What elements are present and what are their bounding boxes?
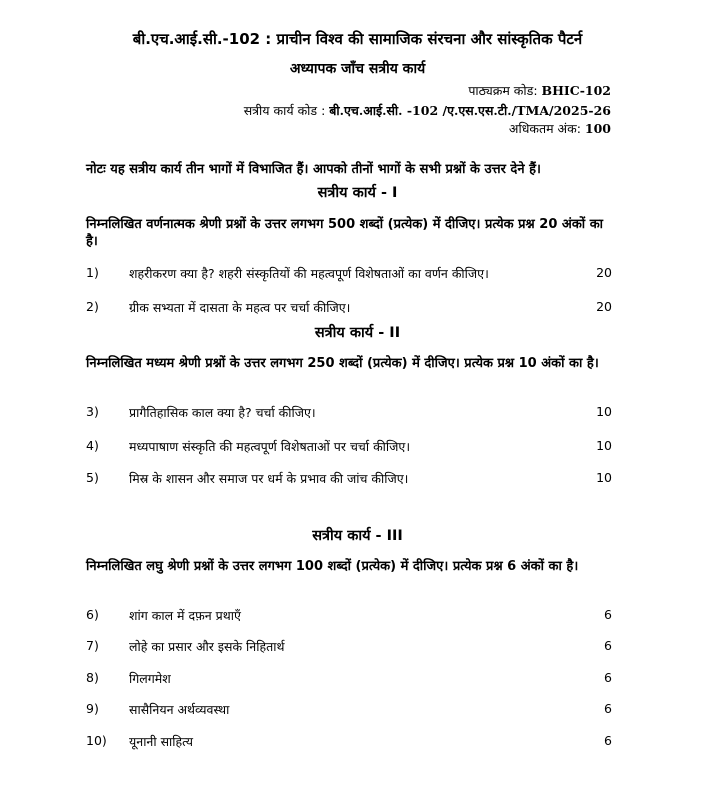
max-marks-line (509, 120, 611, 137)
question-marks: 10 (596, 438, 612, 453)
question-row (86, 607, 612, 625)
question-number: 4) (86, 438, 99, 453)
question-number: 9) (86, 701, 99, 716)
assignment-code-line (244, 102, 611, 119)
assignment-code-value: बी.एच.आई.सी. -102 /ए.एस.एस.टी./TMA/2025-26 (329, 103, 611, 118)
question-number: 1) (86, 265, 99, 280)
question-text: गिलगमेश (129, 671, 171, 686)
document-title: बी.एच.आई.सी.-102 : प्राचीन विश्व की सामाजिक संरचना और सांस्कृतिक पैटर्न (132, 30, 583, 48)
question-number: 5) (86, 470, 99, 485)
section-title-3: सत्रीय कार्य - III (312, 528, 403, 544)
question-marks: 6 (604, 638, 612, 653)
question-text: शहरीकरण क्या है? शहरी संस्कृतियों की महत्वपूर्ण विशेषताओं का वर्णन कीजिए। (129, 266, 489, 281)
question-number: 2) (86, 299, 99, 314)
section-title-2: सत्रीय कार्य - II (314, 325, 401, 341)
course-code-value: BHIC-102 (541, 83, 611, 98)
question-marks: 10 (596, 470, 612, 485)
document-subtitle: अध्यापक जाँच सत्रीय कार्य (289, 61, 426, 77)
question-row (86, 470, 612, 488)
question-row (86, 438, 612, 456)
question-text: सासैनियन अर्थव्यवस्था (129, 702, 230, 717)
question-marks: 10 (596, 404, 612, 419)
question-marks: 6 (604, 733, 612, 748)
question-text: मध्यपाषाण संस्कृति की महत्वपूर्ण विशेषताओं पर चर्चा कीजिए। (129, 439, 411, 454)
question-row (86, 299, 612, 317)
question-text: यूनानी साहित्य (129, 734, 194, 749)
question-marks: 20 (596, 265, 612, 280)
question-number: 6) (86, 607, 99, 622)
question-number: 3) (86, 404, 99, 419)
question-text: मिस्र के शासन और समाज पर धर्म के प्रभाव की जांच कीजिए। (129, 471, 409, 486)
course-code-line (468, 82, 611, 99)
question-number: 8) (86, 670, 99, 685)
question-row (86, 404, 612, 422)
question-text: ग्रीक सभ्यता में दासता के महत्व पर चर्चा कीजिए। (129, 300, 351, 315)
question-number: 10) (86, 733, 107, 748)
note-text: नोटः यह सत्रीय कार्य तीन भागों में विभाजित हैं। आपको तीनों भागों के सभी प्रश्नों के उत्तर देने हैं। (86, 162, 541, 177)
question-marks: 6 (604, 670, 612, 685)
assignment-code-label: सत्रीय कार्य कोड : (243, 103, 326, 118)
question-marks: 20 (596, 299, 612, 314)
course-code-label: पाठ्यक्रम कोड: (468, 83, 538, 98)
question-row (86, 733, 612, 751)
question-text: प्रागैतिहासिक काल क्या है? चर्चा कीजिए। (129, 405, 316, 420)
question-row (86, 638, 612, 656)
section-instruction-3: निम्नलिखित लघु श्रेणी प्रश्नों के उत्तर लगभग 100 शब्दों (प्रत्येक) में दीजिए। प्रत्येक प्रश्न 6 अंकों का है। (86, 559, 579, 574)
question-marks: 6 (604, 607, 612, 622)
question-row (86, 670, 612, 688)
question-text: लोहे का प्रसार और इसके निहितार्थ (129, 639, 285, 654)
question-number: 7) (86, 638, 99, 653)
max-marks-label: अधिकतम अंक: (508, 121, 581, 136)
section-instruction-2: निम्नलिखित मध्यम श्रेणी प्रश्नों के उत्तर लगभग 250 शब्दों (प्रत्येक) में दीजिए। प्रत्येक प्रश्न 10 अंकों का है। (86, 356, 599, 371)
section-instruction-1: निम्नलिखित वर्णनात्मक श्रेणी प्रश्नों के उत्तर लगभग 500 शब्दों (प्रत्येक) में दीजिए। प्रत्येक प्रश्न 20 अंकों का है। (86, 217, 604, 249)
question-row (86, 701, 612, 719)
question-row (86, 265, 612, 283)
max-marks-value: 100 (584, 121, 611, 136)
question-text: शांग काल में दफ़न प्रथाएँ (129, 608, 241, 623)
question-marks: 6 (604, 701, 612, 716)
section-title-1: सत्रीय कार्य - I (317, 185, 398, 201)
